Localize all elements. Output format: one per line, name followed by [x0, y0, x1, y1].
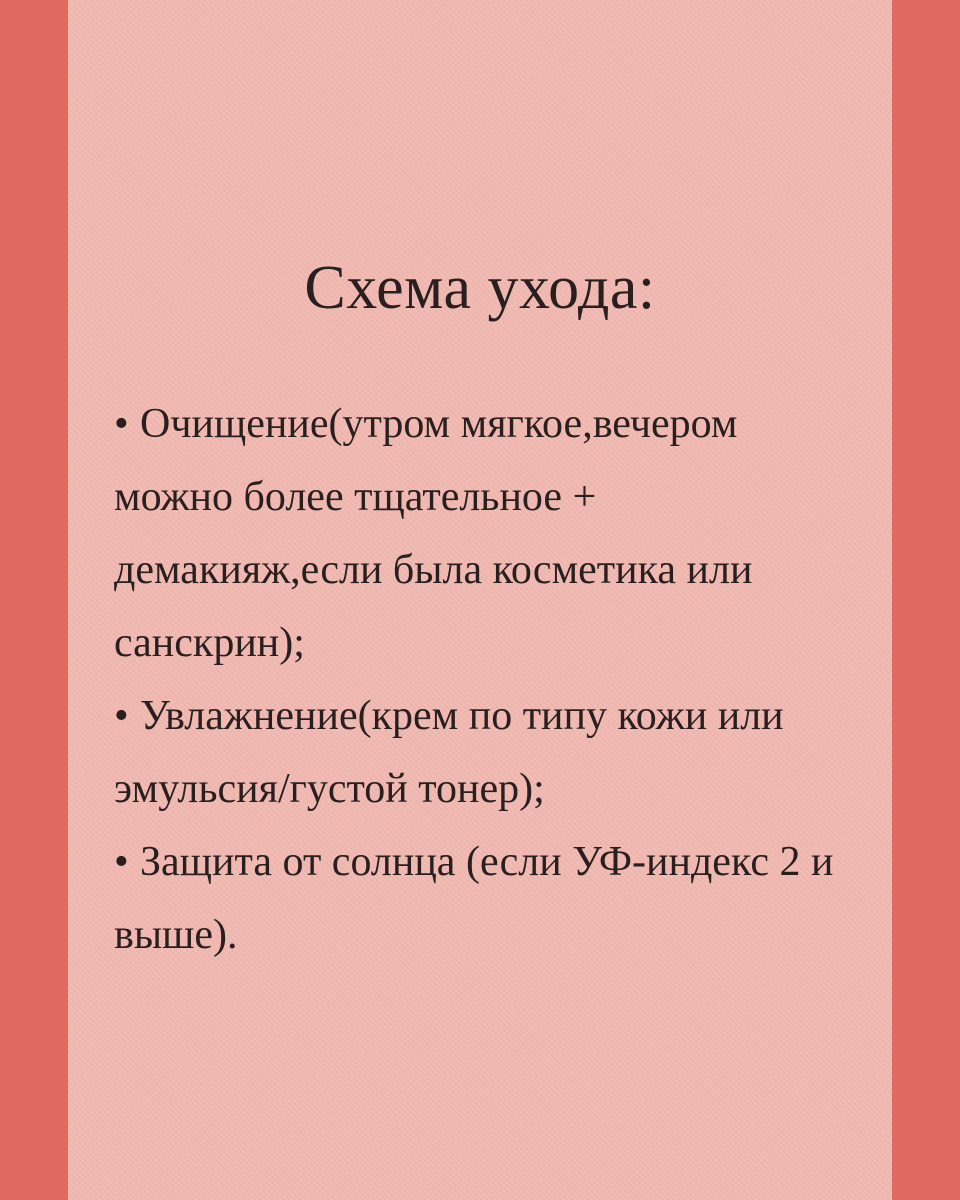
care-steps-list: [114, 388, 854, 972]
bullet-icon: •: [114, 693, 129, 739]
list-item-text: Защита от солнца (если УФ-индекс 2 и выше).: [114, 839, 834, 958]
page-title: Схема ухода:: [304, 254, 656, 322]
content-panel: [68, 0, 892, 1200]
bullet-icon: •: [114, 401, 129, 447]
list-item-text: Увлажнение(крем по типу кожи или эмульсия/густой тонер);: [114, 693, 784, 812]
list-item-sun-protection: [114, 826, 854, 972]
bullet-icon: •: [114, 839, 129, 885]
list-item-cleansing: [114, 388, 854, 680]
list-item-text: Очищение(утром мягкое,вечером можно более тщательное + демакияж,если была косметика или санскрин);: [114, 401, 753, 666]
list-item-moisturizing: [114, 680, 854, 826]
